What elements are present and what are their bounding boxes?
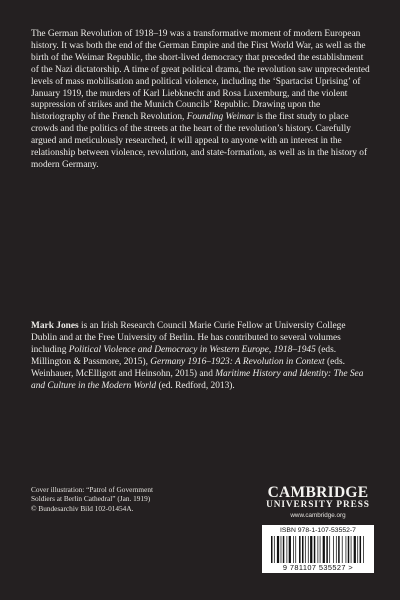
barcode-bar [274, 536, 275, 563]
barcode-bar [293, 536, 294, 563]
barcode-bar [320, 536, 321, 563]
publisher-url: www.cambridge.org [290, 512, 346, 519]
barcode-bar [354, 536, 356, 563]
barcode-bar [295, 536, 296, 563]
barcode-bar [287, 536, 288, 563]
barcode-bar [305, 536, 306, 563]
barcode-bar [310, 536, 312, 563]
barcode-bar [363, 536, 364, 563]
barcode-bar [342, 536, 343, 563]
barcode-bar [333, 536, 334, 563]
barcode-bar [326, 536, 328, 563]
barcode-bar [318, 536, 319, 563]
publisher-subtitle: UNIVERSITY PRESS [266, 500, 370, 510]
bio-segment: Mark Jones [31, 321, 79, 331]
book-description [31, 29, 373, 172]
barcode-bar [351, 536, 352, 563]
description-segment: is the first study to place crowds and the politics of the streets at the heart of the revolution’s history. Carefully argued and meticulously researched, it will appeal to anyone with an interest in the relationship between violence, revolution, and state-formation, as well as in the history of modern Germany. [31, 112, 368, 170]
barcode-bar [357, 536, 358, 563]
barcode-bar [348, 536, 350, 563]
barcode-bar [289, 536, 291, 563]
description-segment: Founding Weimar [186, 112, 255, 123]
bio-segment: (eds. Millington & Passmore, 2015), [31, 344, 337, 367]
description-segment: The German Revolution of 1918–19 was a transformative moment of modern European history. It was both the end of the German Empire and the First World War, as well as the birth of the Weimar Republic, the short-lived democracy that preceded the establishment of the Nazi dictatorship. A time of great political drama, the revolution saw unprecedented levels of mass mobilisation and political violence, including the ‘Spartacist Uprising’ of January 1919, the murders of Karl Liebknecht and Rosa Luxemburg, and the violent suppression of strikes and the Munich Councils’ Republic. Drawing upon the historiography of the French Revolution, [31, 29, 370, 123]
bio-segment: Germany 1916–1923: A Revolution in Context [150, 356, 325, 367]
barcode-block [262, 525, 374, 573]
cover-credit-line-3: © Bundesarchiv Bild 102-01454A. [31, 503, 134, 513]
bio-segment: (ed. Redford, 2013). [156, 380, 235, 391]
barcode-bar [338, 536, 340, 563]
barcode-bar [271, 536, 273, 563]
barcode-bar [281, 536, 282, 563]
barcode-bar [277, 536, 279, 563]
publisher-name: CAMBRIDGE [267, 484, 369, 501]
cover-credit [31, 485, 231, 513]
bio-segment: is an Irish Research Council Marie Curie Fellow at University College Dublin and at the Free University of Berlin. He has contributed to several volumes including [31, 321, 346, 355]
barcode-bar [314, 536, 316, 563]
ean-addon-mark: > [348, 563, 354, 572]
cover-credit-line-1: Cover illustration: “Patrol of Government [31, 485, 153, 494]
ean-number: 9 781107 535527 [282, 563, 346, 572]
author-bio [31, 321, 373, 392]
bio-segment: Maritime History and Identity: The Sea and Culture in the Modern World [31, 368, 364, 391]
barcode-bar [329, 536, 330, 563]
barcode-bar [346, 536, 347, 563]
barcode-bar [299, 536, 301, 563]
barcode-bar [360, 536, 362, 563]
barcode-bar [308, 536, 309, 563]
bio-segment: (eds. Weinhauer, McElligott and Heinsohn, 2015) and [31, 356, 345, 379]
bio-segment: Political Violence and Democracy in Western Europe, 1918–1945 [68, 344, 316, 355]
cover-credit-line-2: Soldiers at Berlin Cathedral” (Jan. 1919) [31, 494, 151, 504]
ean-digits [262, 563, 374, 572]
publisher-logo [262, 485, 374, 520]
barcode-bar [336, 536, 337, 563]
barcode-bar [302, 536, 304, 563]
barcode-bar [323, 536, 325, 563]
isbn-label: ISBN 978-1-107-53552-7 [280, 527, 356, 534]
barcode-bar [283, 536, 285, 563]
